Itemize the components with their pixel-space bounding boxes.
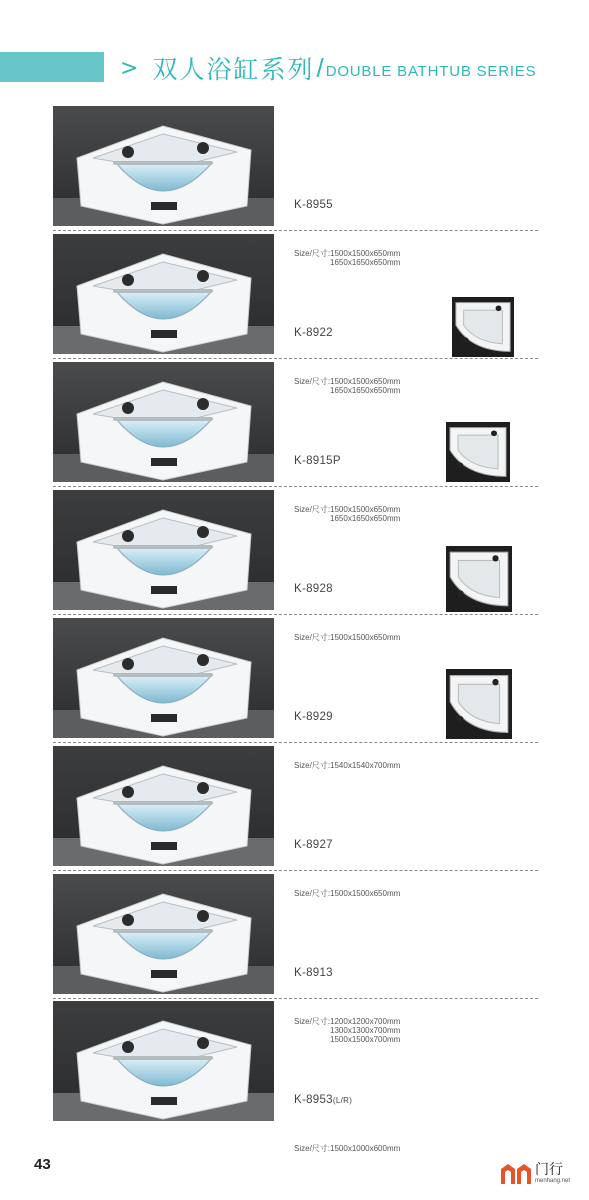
product-size <box>294 1144 400 1153</box>
product-row <box>0 362 589 523</box>
bathtub-photo-image <box>53 1001 274 1121</box>
row-divider <box>53 870 538 871</box>
product-photo <box>53 106 274 226</box>
size-label: Size/尺寸: <box>294 505 331 514</box>
model-number: K-8915P <box>294 455 341 467</box>
brand-logo <box>500 1163 570 1185</box>
product-model <box>294 839 400 851</box>
product-thumbnail <box>446 546 512 612</box>
product-row <box>0 874 589 1044</box>
size-values: 1500x1500x650mm 1650x1650x650mm <box>330 249 401 267</box>
row-divider <box>53 486 538 487</box>
model-suffix: (L/R) <box>332 1096 353 1105</box>
bathtub-top-view-image <box>446 546 512 612</box>
model-number: K-8955 <box>294 199 333 211</box>
model-number: K-8929 <box>294 711 333 723</box>
bathtub-photo-image <box>53 618 274 738</box>
product-photo <box>53 490 274 610</box>
bathtub-photo-image <box>53 746 274 866</box>
size-label: Size/尺寸: <box>294 1017 331 1026</box>
size-label: Size/尺寸: <box>294 1144 331 1153</box>
row-divider <box>53 230 538 231</box>
bathtub-top-view-image <box>452 297 514 357</box>
size-values: 1500x1500x650mm <box>330 889 401 898</box>
product-row <box>0 618 589 770</box>
model-number: K-8913 <box>294 967 333 979</box>
row-divider <box>53 614 538 615</box>
logo-text-cn: 门行 <box>535 1162 563 1178</box>
product-model <box>294 1094 400 1106</box>
title-separator: / <box>316 52 324 83</box>
size-values: 1500x1500x650mm 1650x1650x650mm <box>330 505 401 523</box>
bathtub-photo-image <box>53 490 274 610</box>
product-row <box>0 234 589 395</box>
product-photo <box>53 746 274 866</box>
size-label: Size/尺寸: <box>294 249 331 258</box>
model-number: K-8922 <box>294 327 333 339</box>
bathtub-photo-image <box>53 234 274 354</box>
size-label: Size/尺寸: <box>294 377 331 386</box>
product-model <box>294 711 400 723</box>
series-title-cn: 双人浴缸系列 <box>152 55 315 84</box>
logo-url: menhang.net <box>535 1178 571 1184</box>
bathtub-photo-image <box>53 874 274 994</box>
product-row <box>0 106 589 267</box>
size-values: 1500x1500x650mm <box>330 633 401 642</box>
row-divider <box>53 358 538 359</box>
series-title-en: DOUBLE BATHTUB SERIES <box>325 62 537 80</box>
arrow-icon: > <box>120 55 139 81</box>
product-photo <box>53 618 274 738</box>
row-divider <box>53 998 538 999</box>
product-row <box>0 746 589 898</box>
product-row <box>0 1001 589 1153</box>
bathtub-top-view-image <box>446 422 510 482</box>
model-number: K-8953 <box>294 1094 333 1106</box>
bathtub-top-view-image <box>446 669 512 739</box>
size-label: Size/尺寸: <box>294 633 331 642</box>
product-model <box>294 327 400 339</box>
model-number: K-8927 <box>294 839 333 851</box>
product-photo <box>53 874 274 994</box>
product-model <box>294 967 400 979</box>
product-photo <box>53 234 274 354</box>
product-row <box>0 490 589 642</box>
header-accent-bar <box>0 52 104 82</box>
product-model <box>294 583 400 595</box>
product-model <box>294 455 400 467</box>
product-info <box>294 1058 400 1189</box>
size-values: 1500x1000x600mm <box>330 1144 401 1153</box>
product-thumbnail <box>446 669 512 739</box>
size-label: Size/尺寸: <box>294 889 331 898</box>
page-number: 43 <box>34 1156 51 1173</box>
series-title <box>120 52 536 84</box>
product-model <box>294 199 400 211</box>
logo-mark-icon <box>500 1163 532 1185</box>
product-photo <box>53 1001 274 1121</box>
size-values: 1540x1540x700mm <box>330 761 401 770</box>
model-number: K-8928 <box>294 583 333 595</box>
size-label: Size/尺寸: <box>294 761 331 770</box>
product-photo <box>53 362 274 482</box>
row-divider <box>53 742 538 743</box>
bathtub-photo-image <box>53 106 274 226</box>
size-values: 1500x1500x650mm 1650x1650x650mm <box>330 377 401 395</box>
bathtub-photo-image <box>53 362 274 482</box>
product-thumbnail <box>446 422 510 482</box>
product-thumbnail <box>452 297 514 357</box>
size-values: 1200x1200x700mm 1300x1300x700mm 1500x1500x700mm <box>330 1017 401 1044</box>
